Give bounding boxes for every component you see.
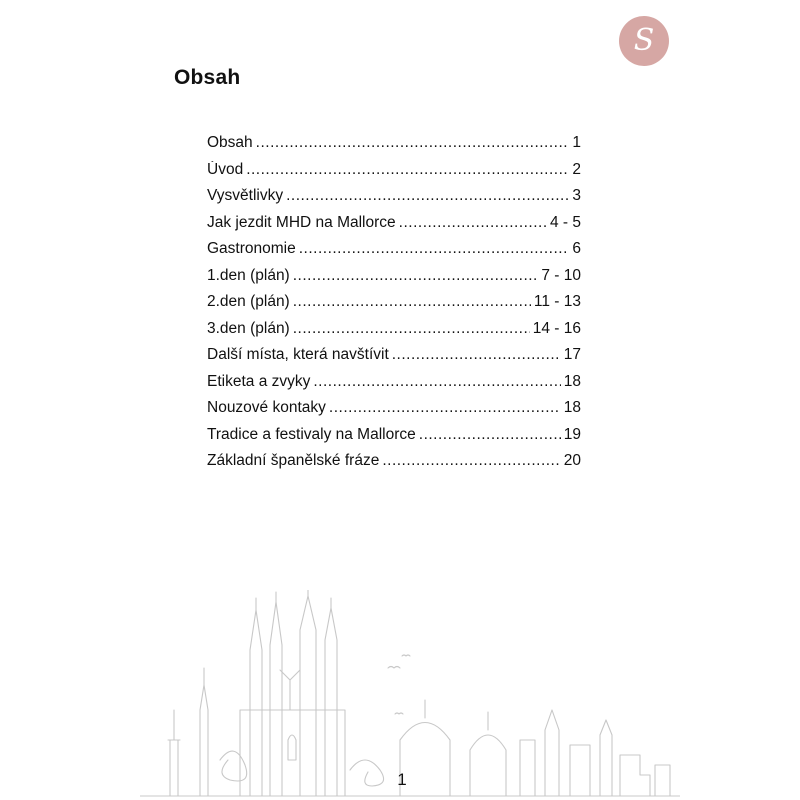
toc-page-number: 1 xyxy=(572,134,581,151)
toc-leader xyxy=(399,214,547,232)
toc-label: Tradice a festivaly na Mallorce xyxy=(207,425,416,443)
toc-entry[interactable] xyxy=(207,346,581,373)
toc-page-number: 4 - 5 xyxy=(549,213,581,231)
toc-label: Nouzové kontaky xyxy=(207,399,326,416)
toc-page-number: 20 xyxy=(563,452,581,469)
toc-leader xyxy=(382,452,560,470)
toc-page-number: 6 xyxy=(572,240,581,257)
toc-page-number: 3 xyxy=(572,187,581,204)
toc-leader xyxy=(246,161,569,179)
toc-entry[interactable] xyxy=(207,320,581,347)
toc-leader xyxy=(293,293,531,311)
toc-label: Etiketa a zvyky xyxy=(207,372,311,390)
toc-entry[interactable] xyxy=(207,187,581,214)
toc-leader xyxy=(293,267,539,285)
toc-entry[interactable] xyxy=(207,161,581,188)
toc-leader xyxy=(286,187,569,205)
toc-label: Gastronomie xyxy=(207,240,296,257)
toc-leader xyxy=(256,134,570,152)
toc-page-number: 18 xyxy=(563,372,581,390)
brand-logo: S xyxy=(619,16,669,66)
toc-label: Další místa, která navštívit xyxy=(207,346,389,363)
toc-page-number: 17 xyxy=(563,346,581,363)
toc-entry[interactable] xyxy=(207,293,581,320)
toc-page-number: 18 xyxy=(563,399,581,416)
toc-entry[interactable] xyxy=(207,452,581,479)
toc-page-number: 11 - 13 xyxy=(533,293,581,310)
toc-page-number: 2 xyxy=(572,160,581,178)
toc-leader xyxy=(392,346,561,364)
toc-entry[interactable] xyxy=(207,267,581,294)
toc-leader xyxy=(293,320,530,338)
toc-label: Základní španělské fráze xyxy=(207,452,380,469)
toc-page-number: 7 - 10 xyxy=(541,266,581,284)
city-skyline-illustration xyxy=(140,590,680,800)
toc-label: 3.den (plán) xyxy=(207,319,290,337)
toc-entry[interactable] xyxy=(207,214,581,241)
toc-entry[interactable] xyxy=(207,426,581,453)
toc-label: Obsah xyxy=(207,134,253,151)
table-of-contents xyxy=(207,134,581,479)
toc-leader xyxy=(313,373,560,391)
page-title: Obsah xyxy=(174,66,241,89)
toc-page-number: 14 - 16 xyxy=(532,319,581,337)
toc-label: Úvod xyxy=(207,160,244,178)
toc-label: Jak jezdit MHD na Mallorce xyxy=(207,213,396,231)
toc-leader xyxy=(299,240,570,258)
toc-leader xyxy=(329,399,561,417)
page-number: 1 xyxy=(397,770,407,789)
toc-entry[interactable] xyxy=(207,134,581,161)
toc-entry[interactable] xyxy=(207,240,581,267)
toc-entry[interactable] xyxy=(207,399,581,426)
toc-entry[interactable] xyxy=(207,373,581,400)
toc-page-number: 19 xyxy=(563,425,581,443)
toc-label: Vysvětlivky xyxy=(207,187,284,204)
toc-label: 2.den (plán) xyxy=(207,293,290,310)
toc-leader xyxy=(419,426,561,444)
toc-label: 1.den (plán) xyxy=(207,266,290,284)
